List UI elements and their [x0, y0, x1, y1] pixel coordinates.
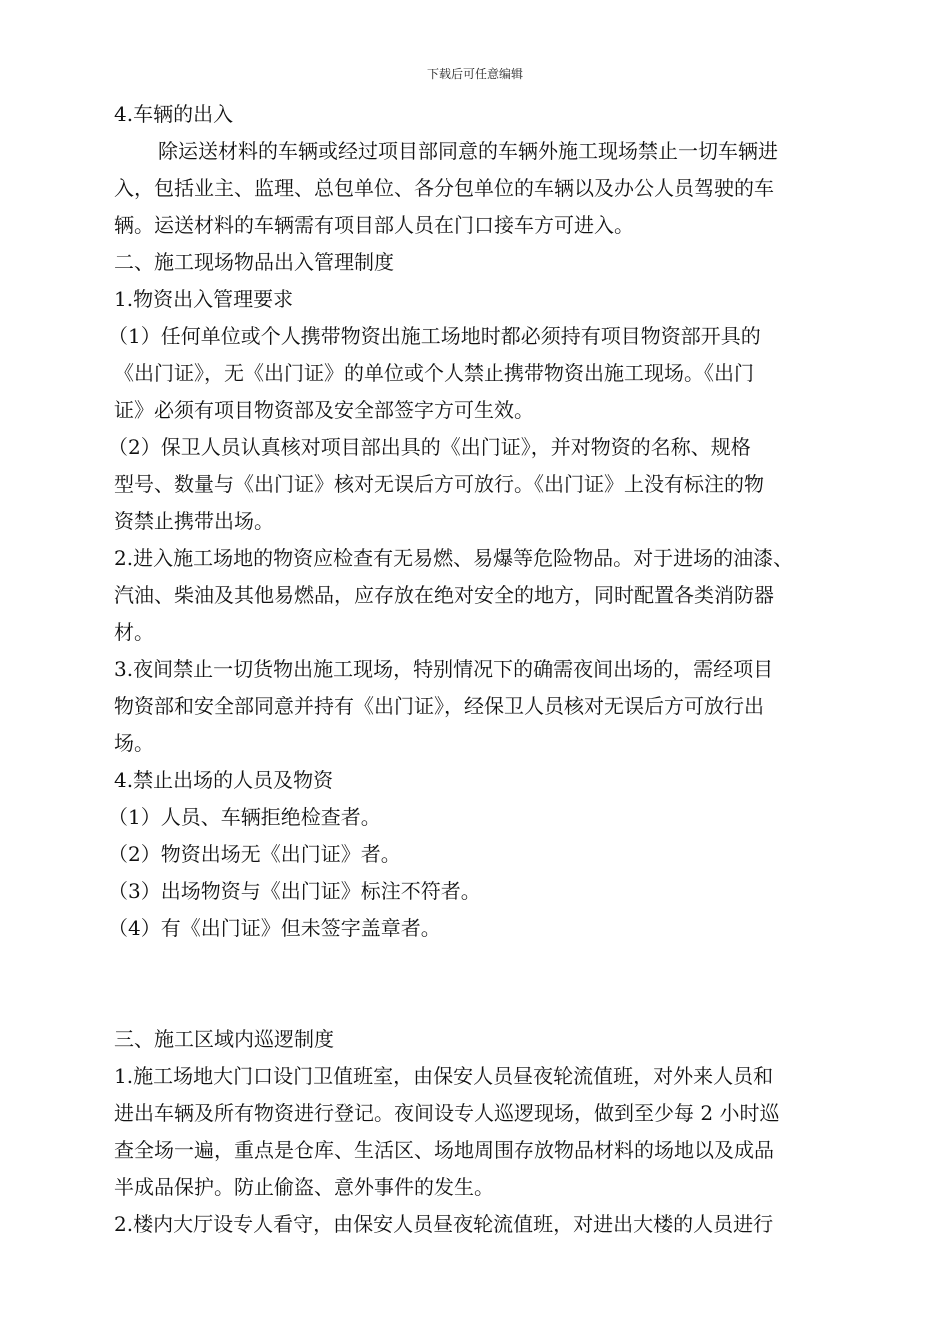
paragraph-line: 2.进入施工场地的物资应检查有无易燃、易爆等危险物品。对于进场的油漆、: [114, 546, 794, 570]
section-heading-goods: 二、施工现场物品出入管理制度: [114, 250, 394, 274]
paragraph-line: 3.夜间禁止一切货物出施工现场，特别情况下的确需夜间出场的，需经项目: [114, 657, 774, 681]
section-heading-vehicle: 4.车辆的出入: [114, 102, 234, 126]
document-body: [108, 96, 874, 1243]
paragraph-line: 1.施工场地大门口设门卫值班室，由保安人员昼夜轮流值班，对外来人员和: [114, 1064, 774, 1088]
paragraph-line: 物资部和安全部同意并持有《出门证》，经保卫人员核对无误后方可放行出: [114, 694, 764, 718]
page-header: 下载后可任意编辑: [426, 67, 523, 81]
subsection-heading: 4.禁止出场的人员及物资: [114, 768, 334, 792]
blank-space: [114, 947, 874, 1021]
paragraph-line: （1）任何单位或个人携带物资出施工场地时都必须持有项目物资部开具的: [108, 324, 761, 348]
paragraph-line: 证》必须有项目物资部及安全部签字方可生效。: [114, 398, 534, 422]
paragraph-line: 场。: [114, 731, 154, 755]
paragraph-line: 材。: [114, 620, 154, 644]
paragraph-line: 半成品保护。防止偷盗、意外事件的发生。: [114, 1175, 494, 1199]
paragraph-line: 查全场一遍，重点是仓库、生活区、场地周围存放物品材料的场地以及成品: [114, 1138, 774, 1162]
list-item: （4）有《出门证》但未签字盖章者。: [108, 916, 441, 940]
paragraph-line: 进出车辆及所有物资进行登记。夜间设专人巡逻现场，做到至少每 2 小时巡: [114, 1101, 780, 1125]
paragraph-line: （2）保卫人员认真核对项目部出具的《出门证》，并对物资的名称、规格: [108, 435, 751, 459]
paragraph-line: 《出门证》，无《出门证》的单位或个人禁止携带物资出施工现场。《出门: [114, 361, 754, 385]
paragraph-line: 汽油、柴油及其他易燃品，应存放在绝对安全的地方，同时配置各类消防器: [114, 583, 774, 607]
paragraph-line: 2.楼内大厅设专人看守，由保安人员昼夜轮流值班，对进出大楼的人员进行: [114, 1212, 774, 1236]
paragraph-line: 型号、数量与《出门证》核对无误后方可放行。《出门证》上没有标注的物: [114, 472, 764, 496]
list-item: （1）人员、车辆拒绝检查者。: [108, 805, 381, 829]
subsection-heading: 1.物资出入管理要求: [114, 287, 294, 311]
paragraph-line: 入，包括业主、监理、总包单位、各分包单位的车辆以及办公人员驾驶的车: [114, 176, 774, 200]
list-item: （2）物资出场无《出门证》者。: [108, 842, 401, 866]
list-item: （3）出场物资与《出门证》标注不符者。: [108, 879, 481, 903]
section-heading-patrol: 三、施工区域内巡逻制度: [114, 1027, 334, 1051]
paragraph-line: 辆。运送材料的车辆需有项目部人员在门口接车方可进入。: [114, 213, 634, 237]
paragraph-line: 资禁止携带出场。: [114, 509, 274, 533]
paragraph-line: 除运送材料的车辆或经过项目部同意的车辆外施工现场禁止一切车辆进: [158, 139, 778, 163]
